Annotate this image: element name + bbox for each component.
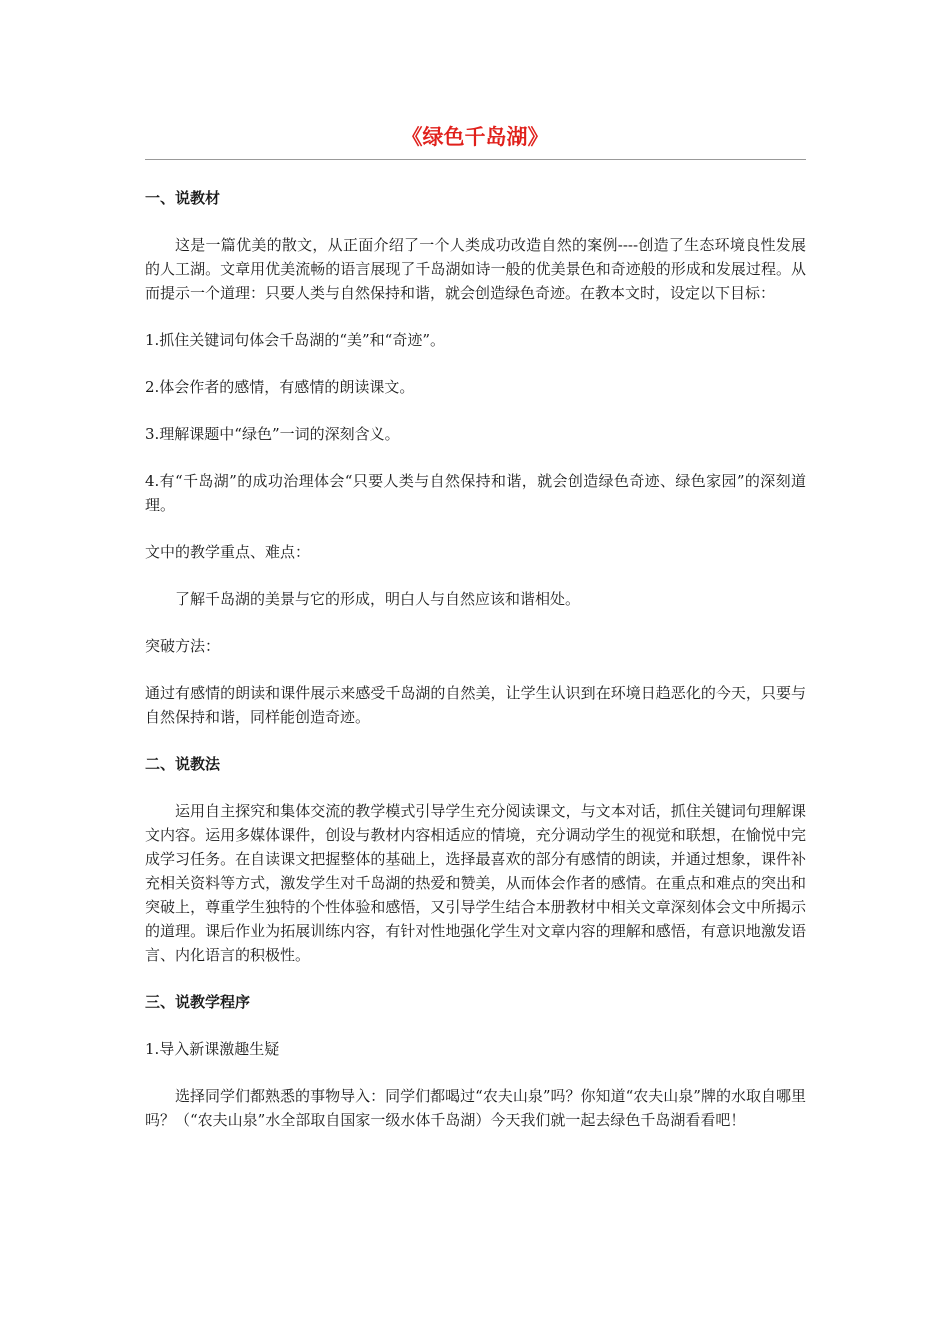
step-1-label: 1.导入新课激趣生疑	[145, 1040, 280, 1058]
method-label: 突破方法：	[145, 637, 221, 655]
goal-item-4: 4.有“千岛湖”的成功治理体会“只要人类与自然保持和谐，就会创造绿色奇迹、绿色家园”的深刻道理。	[145, 472, 806, 514]
step-1-paragraph: 选择同学们都熟悉的事物导入：同学们都喝过“农夫山泉”吗？你知道“农夫山泉”牌的水取自哪里吗？（“农夫山泉”水全部取自国家一级水体千岛湖）今天我们就一起去绿色千岛湖看看吧！	[145, 1087, 806, 1129]
section-heading-3: 三、说教学程序	[145, 993, 251, 1011]
section-1-paragraph: 这是一篇优美的散文，从正面介绍了一个人类成功改造自然的案例----创造了生态环境良性发展的人工湖。文章用优美流畅的语言展现了千岛湖如诗一般的优美景色和奇迹般的形成和发展过程。从而提示一个道理：只要人类与自然保持和谐，就会创造绿色奇迹。在教本文时，设定以下目标：	[145, 236, 806, 302]
section-2-paragraph: 运用自主探究和集体交流的教学模式引导学生充分阅读课文，与文本对话，抓住关键词句理解课文内容。运用多媒体课件，创设与教材内容相适应的情境，充分调动学生的视觉和联想，在愉悦中完成学习任务。在自读课文把握整体的基础上，选择最喜欢的部分有感情的朗读，并通过想象，课件补充相关资料等方式，激发学生对千岛湖的热爱和赞美，从而体会作者的感情。在重点和难点的突出和突破上，尊重学生独特的个性体验和感悟，又引导学生结合本册教材中相关文章深刻体会文中所揭示的道理。课后作业为拓展训练内容，有针对性地强化学生对文章内容的理解和感悟，有意识地激发语言、内化语言的积极性。	[145, 802, 806, 964]
goal-item-2: 2.体会作者的感情，有感情的朗读课文。	[145, 378, 415, 396]
document-title: 《绿色千岛湖》	[401, 125, 549, 149]
key-points-label: 文中的教学重点、难点：	[145, 543, 311, 561]
key-points-text: 了解千岛湖的美景与它的形成，明白人与自然应该和谐相处。	[175, 590, 581, 608]
document-body	[145, 186, 806, 1132]
goal-item-3: 3.理解课题中“绿色”一词的深刻含义。	[145, 425, 400, 443]
title-divider	[145, 159, 806, 160]
section-heading-2: 二、说教法	[145, 755, 221, 773]
method-text: 通过有感情的朗读和课件展示来感受千岛湖的自然美，让学生认识到在环境日趋恶化的今天，只要与自然保持和谐，同样能创造奇迹。	[145, 684, 806, 726]
section-heading-1: 一、说教材	[145, 189, 221, 207]
goal-item-1: 1.抓住关键词句体会千岛湖的“美”和“奇迹”。	[145, 331, 445, 349]
